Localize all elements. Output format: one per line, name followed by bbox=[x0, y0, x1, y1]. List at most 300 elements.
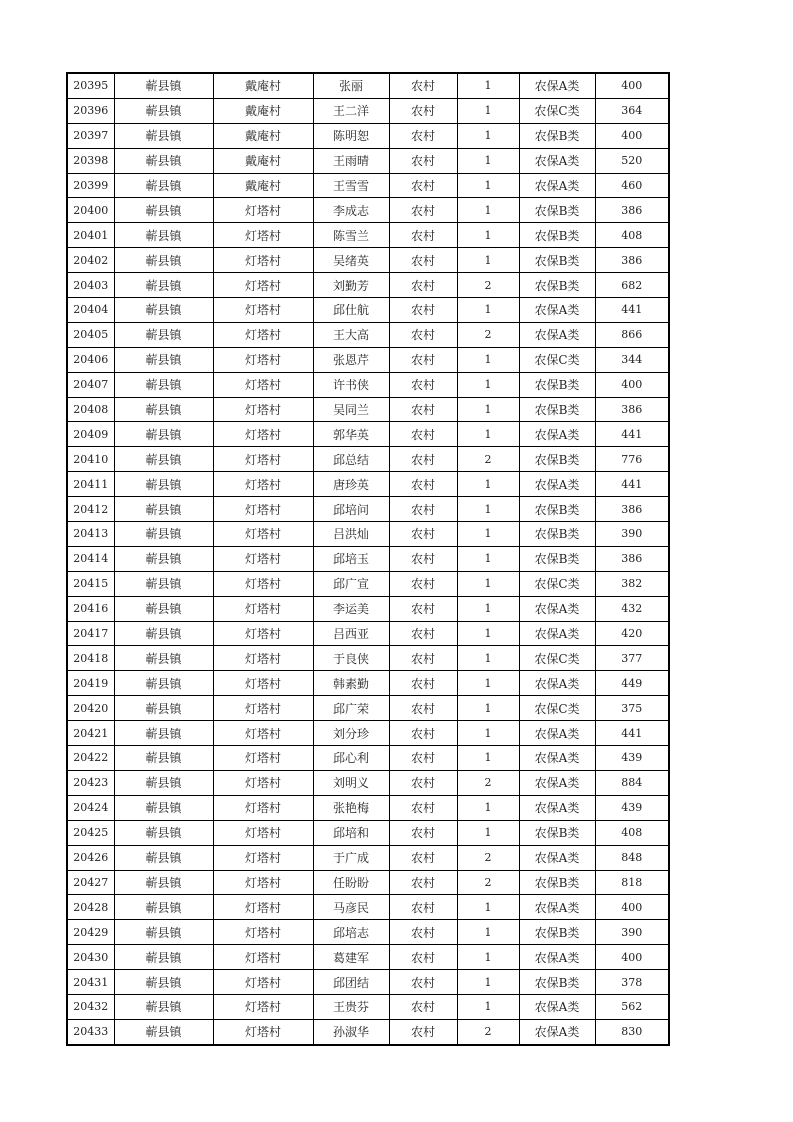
table-row bbox=[67, 895, 669, 920]
member-count-cell: 1 bbox=[457, 372, 519, 397]
member-count-cell: 1 bbox=[457, 646, 519, 671]
amount-cell: 830 bbox=[595, 1019, 669, 1044]
town-cell: 蕲县镇 bbox=[114, 372, 213, 397]
amount-cell: 386 bbox=[595, 546, 669, 571]
village-cell: 灯塔村 bbox=[213, 820, 313, 845]
household-type-cell: 农村 bbox=[389, 422, 457, 447]
amount-cell: 400 bbox=[595, 123, 669, 148]
household-type-cell: 农村 bbox=[389, 546, 457, 571]
table-row bbox=[67, 795, 669, 820]
town-cell: 蕲县镇 bbox=[114, 895, 213, 920]
member-count-cell: 2 bbox=[457, 322, 519, 347]
town-cell: 蕲县镇 bbox=[114, 746, 213, 771]
table-row bbox=[67, 870, 669, 895]
insurance-class-cell: 农保C类 bbox=[519, 571, 595, 596]
table-row bbox=[67, 372, 669, 397]
village-cell: 灯塔村 bbox=[213, 273, 313, 298]
table-row bbox=[67, 970, 669, 995]
household-type-cell: 农村 bbox=[389, 945, 457, 970]
row-id-cell: 20431 bbox=[67, 970, 114, 995]
row-id-cell: 20408 bbox=[67, 397, 114, 422]
town-cell: 蕲县镇 bbox=[114, 522, 213, 547]
person-name-cell: 陈明恕 bbox=[313, 123, 389, 148]
person-name-cell: 任盼盼 bbox=[313, 870, 389, 895]
table-row bbox=[67, 646, 669, 671]
member-count-cell: 1 bbox=[457, 73, 519, 98]
amount-cell: 390 bbox=[595, 522, 669, 547]
row-id-cell: 20406 bbox=[67, 347, 114, 372]
member-count-cell: 1 bbox=[457, 920, 519, 945]
table-row bbox=[67, 422, 669, 447]
amount-cell: 364 bbox=[595, 98, 669, 123]
row-id-cell: 20411 bbox=[67, 472, 114, 497]
household-type-cell: 农村 bbox=[389, 721, 457, 746]
member-count-cell: 2 bbox=[457, 447, 519, 472]
household-type-cell: 农村 bbox=[389, 596, 457, 621]
amount-cell: 386 bbox=[595, 198, 669, 223]
insurance-class-cell: 农保B类 bbox=[519, 372, 595, 397]
town-cell: 蕲县镇 bbox=[114, 447, 213, 472]
insurance-class-cell: 农保C类 bbox=[519, 347, 595, 372]
amount-cell: 420 bbox=[595, 621, 669, 646]
person-name-cell: 王大高 bbox=[313, 322, 389, 347]
table-row bbox=[67, 1019, 669, 1044]
village-cell: 灯塔村 bbox=[213, 347, 313, 372]
household-type-cell: 农村 bbox=[389, 447, 457, 472]
person-name-cell: 邱培和 bbox=[313, 820, 389, 845]
insurance-class-cell: 农保B类 bbox=[519, 497, 595, 522]
row-id-cell: 20399 bbox=[67, 173, 114, 198]
household-type-cell: 农村 bbox=[389, 795, 457, 820]
village-cell: 灯塔村 bbox=[213, 571, 313, 596]
row-id-cell: 20423 bbox=[67, 770, 114, 795]
person-name-cell: 刘勤芳 bbox=[313, 273, 389, 298]
row-id-cell: 20415 bbox=[67, 571, 114, 596]
town-cell: 蕲县镇 bbox=[114, 148, 213, 173]
household-type-cell: 农村 bbox=[389, 646, 457, 671]
table-row bbox=[67, 920, 669, 945]
amount-cell: 400 bbox=[595, 372, 669, 397]
town-cell: 蕲县镇 bbox=[114, 721, 213, 746]
household-type-cell: 农村 bbox=[389, 522, 457, 547]
insurance-class-cell: 农保C类 bbox=[519, 646, 595, 671]
amount-cell: 432 bbox=[595, 596, 669, 621]
member-count-cell: 1 bbox=[457, 123, 519, 148]
village-cell: 灯塔村 bbox=[213, 621, 313, 646]
village-cell: 灯塔村 bbox=[213, 746, 313, 771]
insurance-class-cell: 农保B类 bbox=[519, 248, 595, 273]
town-cell: 蕲县镇 bbox=[114, 322, 213, 347]
member-count-cell: 1 bbox=[457, 173, 519, 198]
member-count-cell: 1 bbox=[457, 945, 519, 970]
insurance-class-cell: 农保A类 bbox=[519, 1019, 595, 1044]
person-name-cell: 邱培志 bbox=[313, 920, 389, 945]
insurance-class-cell: 农保B类 bbox=[519, 198, 595, 223]
town-cell: 蕲县镇 bbox=[114, 820, 213, 845]
member-count-cell: 1 bbox=[457, 472, 519, 497]
insurance-class-cell: 农保A类 bbox=[519, 298, 595, 323]
member-count-cell: 1 bbox=[457, 970, 519, 995]
table-row bbox=[67, 770, 669, 795]
household-type-cell: 农村 bbox=[389, 472, 457, 497]
row-id-cell: 20421 bbox=[67, 721, 114, 746]
member-count-cell: 1 bbox=[457, 671, 519, 696]
town-cell: 蕲县镇 bbox=[114, 173, 213, 198]
insurance-class-cell: 农保B类 bbox=[519, 970, 595, 995]
person-name-cell: 韩素勤 bbox=[313, 671, 389, 696]
row-id-cell: 20429 bbox=[67, 920, 114, 945]
household-type-cell: 农村 bbox=[389, 223, 457, 248]
town-cell: 蕲县镇 bbox=[114, 870, 213, 895]
household-type-cell: 农村 bbox=[389, 696, 457, 721]
village-cell: 灯塔村 bbox=[213, 198, 313, 223]
insurance-class-cell: 农保A类 bbox=[519, 322, 595, 347]
row-id-cell: 20416 bbox=[67, 596, 114, 621]
amount-cell: 520 bbox=[595, 148, 669, 173]
household-type-cell: 农村 bbox=[389, 123, 457, 148]
member-count-cell: 1 bbox=[457, 98, 519, 123]
amount-cell: 848 bbox=[595, 845, 669, 870]
row-id-cell: 20403 bbox=[67, 273, 114, 298]
amount-cell: 441 bbox=[595, 298, 669, 323]
member-count-cell: 1 bbox=[457, 621, 519, 646]
insurance-class-cell: 农保A类 bbox=[519, 472, 595, 497]
person-name-cell: 李运美 bbox=[313, 596, 389, 621]
insurance-class-cell: 农保A类 bbox=[519, 596, 595, 621]
household-type-cell: 农村 bbox=[389, 73, 457, 98]
amount-cell: 378 bbox=[595, 970, 669, 995]
person-name-cell: 邱广宣 bbox=[313, 571, 389, 596]
insurance-class-cell: 农保A类 bbox=[519, 770, 595, 795]
village-cell: 戴庵村 bbox=[213, 148, 313, 173]
table-row bbox=[67, 73, 669, 98]
town-cell: 蕲县镇 bbox=[114, 198, 213, 223]
household-type-cell: 农村 bbox=[389, 273, 457, 298]
town-cell: 蕲县镇 bbox=[114, 571, 213, 596]
person-name-cell: 吴绪英 bbox=[313, 248, 389, 273]
insurance-class-cell: 农保A类 bbox=[519, 671, 595, 696]
benefit-table bbox=[66, 72, 670, 1046]
household-type-cell: 农村 bbox=[389, 870, 457, 895]
household-type-cell: 农村 bbox=[389, 845, 457, 870]
household-type-cell: 农村 bbox=[389, 322, 457, 347]
amount-cell: 390 bbox=[595, 920, 669, 945]
household-type-cell: 农村 bbox=[389, 970, 457, 995]
row-id-cell: 20397 bbox=[67, 123, 114, 148]
amount-cell: 400 bbox=[595, 73, 669, 98]
insurance-class-cell: 农保B类 bbox=[519, 223, 595, 248]
village-cell: 灯塔村 bbox=[213, 422, 313, 447]
person-name-cell: 于良侠 bbox=[313, 646, 389, 671]
member-count-cell: 1 bbox=[457, 795, 519, 820]
row-id-cell: 20433 bbox=[67, 1019, 114, 1044]
household-type-cell: 农村 bbox=[389, 820, 457, 845]
table-row bbox=[67, 397, 669, 422]
town-cell: 蕲县镇 bbox=[114, 795, 213, 820]
amount-cell: 884 bbox=[595, 770, 669, 795]
village-cell: 灯塔村 bbox=[213, 770, 313, 795]
village-cell: 灯塔村 bbox=[213, 248, 313, 273]
amount-cell: 562 bbox=[595, 994, 669, 1019]
insurance-class-cell: 农保B类 bbox=[519, 920, 595, 945]
person-name-cell: 刘分珍 bbox=[313, 721, 389, 746]
row-id-cell: 20402 bbox=[67, 248, 114, 273]
table-row bbox=[67, 671, 669, 696]
town-cell: 蕲县镇 bbox=[114, 1019, 213, 1044]
row-id-cell: 20412 bbox=[67, 497, 114, 522]
row-id-cell: 20413 bbox=[67, 522, 114, 547]
town-cell: 蕲县镇 bbox=[114, 994, 213, 1019]
member-count-cell: 1 bbox=[457, 696, 519, 721]
insurance-class-cell: 农保A类 bbox=[519, 945, 595, 970]
household-type-cell: 农村 bbox=[389, 248, 457, 273]
row-id-cell: 20418 bbox=[67, 646, 114, 671]
person-name-cell: 张恩芹 bbox=[313, 347, 389, 372]
row-id-cell: 20430 bbox=[67, 945, 114, 970]
household-type-cell: 农村 bbox=[389, 173, 457, 198]
table-row bbox=[67, 347, 669, 372]
town-cell: 蕲县镇 bbox=[114, 422, 213, 447]
member-count-cell: 1 bbox=[457, 223, 519, 248]
row-id-cell: 20404 bbox=[67, 298, 114, 323]
row-id-cell: 20426 bbox=[67, 845, 114, 870]
village-cell: 灯塔村 bbox=[213, 223, 313, 248]
person-name-cell: 李成志 bbox=[313, 198, 389, 223]
row-id-cell: 20414 bbox=[67, 546, 114, 571]
insurance-class-cell: 农保A类 bbox=[519, 994, 595, 1019]
row-id-cell: 20422 bbox=[67, 746, 114, 771]
member-count-cell: 1 bbox=[457, 397, 519, 422]
town-cell: 蕲县镇 bbox=[114, 248, 213, 273]
amount-cell: 441 bbox=[595, 472, 669, 497]
amount-cell: 400 bbox=[595, 945, 669, 970]
insurance-class-cell: 农保A类 bbox=[519, 173, 595, 198]
member-count-cell: 1 bbox=[457, 347, 519, 372]
member-count-cell: 1 bbox=[457, 422, 519, 447]
member-count-cell: 1 bbox=[457, 546, 519, 571]
amount-cell: 439 bbox=[595, 795, 669, 820]
person-name-cell: 王贵芬 bbox=[313, 994, 389, 1019]
town-cell: 蕲县镇 bbox=[114, 497, 213, 522]
table-row bbox=[67, 820, 669, 845]
member-count-cell: 1 bbox=[457, 746, 519, 771]
household-type-cell: 农村 bbox=[389, 994, 457, 1019]
person-name-cell: 于广成 bbox=[313, 845, 389, 870]
village-cell: 灯塔村 bbox=[213, 895, 313, 920]
table-row bbox=[67, 298, 669, 323]
village-cell: 灯塔村 bbox=[213, 870, 313, 895]
amount-cell: 375 bbox=[595, 696, 669, 721]
insurance-class-cell: 农保B类 bbox=[519, 820, 595, 845]
town-cell: 蕲县镇 bbox=[114, 596, 213, 621]
amount-cell: 386 bbox=[595, 248, 669, 273]
table-row bbox=[67, 223, 669, 248]
village-cell: 灯塔村 bbox=[213, 447, 313, 472]
member-count-cell: 1 bbox=[457, 248, 519, 273]
table-row bbox=[67, 546, 669, 571]
household-type-cell: 农村 bbox=[389, 372, 457, 397]
amount-cell: 776 bbox=[595, 447, 669, 472]
household-type-cell: 农村 bbox=[389, 397, 457, 422]
village-cell: 灯塔村 bbox=[213, 397, 313, 422]
table-row bbox=[67, 322, 669, 347]
person-name-cell: 邱培玉 bbox=[313, 546, 389, 571]
table-row bbox=[67, 148, 669, 173]
village-cell: 灯塔村 bbox=[213, 845, 313, 870]
table-row bbox=[67, 994, 669, 1019]
household-type-cell: 农村 bbox=[389, 198, 457, 223]
amount-cell: 866 bbox=[595, 322, 669, 347]
insurance-class-cell: 农保A类 bbox=[519, 746, 595, 771]
person-name-cell: 吕洪灿 bbox=[313, 522, 389, 547]
insurance-class-cell: 农保B类 bbox=[519, 397, 595, 422]
amount-cell: 818 bbox=[595, 870, 669, 895]
row-id-cell: 20417 bbox=[67, 621, 114, 646]
amount-cell: 377 bbox=[595, 646, 669, 671]
row-id-cell: 20427 bbox=[67, 870, 114, 895]
table-row bbox=[67, 273, 669, 298]
table-row bbox=[67, 497, 669, 522]
table-row bbox=[67, 696, 669, 721]
household-type-cell: 农村 bbox=[389, 895, 457, 920]
table-row bbox=[67, 721, 669, 746]
town-cell: 蕲县镇 bbox=[114, 621, 213, 646]
insurance-class-cell: 农保A类 bbox=[519, 73, 595, 98]
member-count-cell: 2 bbox=[457, 1019, 519, 1044]
row-id-cell: 20425 bbox=[67, 820, 114, 845]
village-cell: 灯塔村 bbox=[213, 696, 313, 721]
amount-cell: 460 bbox=[595, 173, 669, 198]
person-name-cell: 王二洋 bbox=[313, 98, 389, 123]
insurance-class-cell: 农保B类 bbox=[519, 447, 595, 472]
village-cell: 灯塔村 bbox=[213, 497, 313, 522]
row-id-cell: 20395 bbox=[67, 73, 114, 98]
village-cell: 灯塔村 bbox=[213, 546, 313, 571]
table-row bbox=[67, 746, 669, 771]
household-type-cell: 农村 bbox=[389, 347, 457, 372]
row-id-cell: 20405 bbox=[67, 322, 114, 347]
household-type-cell: 农村 bbox=[389, 571, 457, 596]
table-row bbox=[67, 571, 669, 596]
village-cell: 灯塔村 bbox=[213, 970, 313, 995]
row-id-cell: 20419 bbox=[67, 671, 114, 696]
amount-cell: 382 bbox=[595, 571, 669, 596]
person-name-cell: 孙淑华 bbox=[313, 1019, 389, 1044]
town-cell: 蕲县镇 bbox=[114, 347, 213, 372]
household-type-cell: 农村 bbox=[389, 621, 457, 646]
town-cell: 蕲县镇 bbox=[114, 696, 213, 721]
insurance-class-cell: 农保A类 bbox=[519, 895, 595, 920]
member-count-cell: 1 bbox=[457, 820, 519, 845]
person-name-cell: 许书侠 bbox=[313, 372, 389, 397]
person-name-cell: 唐珍英 bbox=[313, 472, 389, 497]
member-count-cell: 1 bbox=[457, 596, 519, 621]
amount-cell: 441 bbox=[595, 721, 669, 746]
household-type-cell: 农村 bbox=[389, 1019, 457, 1044]
person-name-cell: 邱心利 bbox=[313, 746, 389, 771]
village-cell: 灯塔村 bbox=[213, 372, 313, 397]
table-row bbox=[67, 472, 669, 497]
table-row bbox=[67, 945, 669, 970]
person-name-cell: 邱培问 bbox=[313, 497, 389, 522]
person-name-cell: 邱总结 bbox=[313, 447, 389, 472]
person-name-cell: 王雪雪 bbox=[313, 173, 389, 198]
member-count-cell: 2 bbox=[457, 273, 519, 298]
amount-cell: 439 bbox=[595, 746, 669, 771]
household-type-cell: 农村 bbox=[389, 671, 457, 696]
household-type-cell: 农村 bbox=[389, 770, 457, 795]
person-name-cell: 张艳梅 bbox=[313, 795, 389, 820]
town-cell: 蕲县镇 bbox=[114, 770, 213, 795]
village-cell: 灯塔村 bbox=[213, 646, 313, 671]
amount-cell: 400 bbox=[595, 895, 669, 920]
town-cell: 蕲县镇 bbox=[114, 123, 213, 148]
table-row bbox=[67, 173, 669, 198]
member-count-cell: 1 bbox=[457, 571, 519, 596]
town-cell: 蕲县镇 bbox=[114, 73, 213, 98]
member-count-cell: 1 bbox=[457, 522, 519, 547]
household-type-cell: 农村 bbox=[389, 497, 457, 522]
table-row bbox=[67, 248, 669, 273]
village-cell: 灯塔村 bbox=[213, 721, 313, 746]
town-cell: 蕲县镇 bbox=[114, 920, 213, 945]
row-id-cell: 20398 bbox=[67, 148, 114, 173]
row-id-cell: 20409 bbox=[67, 422, 114, 447]
member-count-cell: 1 bbox=[457, 895, 519, 920]
person-name-cell: 陈雪兰 bbox=[313, 223, 389, 248]
household-type-cell: 农村 bbox=[389, 920, 457, 945]
row-id-cell: 20428 bbox=[67, 895, 114, 920]
village-cell: 戴庵村 bbox=[213, 173, 313, 198]
table-row bbox=[67, 198, 669, 223]
person-name-cell: 郭华英 bbox=[313, 422, 389, 447]
amount-cell: 386 bbox=[595, 497, 669, 522]
insurance-class-cell: 农保C类 bbox=[519, 98, 595, 123]
village-cell: 灯塔村 bbox=[213, 522, 313, 547]
amount-cell: 386 bbox=[595, 397, 669, 422]
table-row bbox=[67, 845, 669, 870]
town-cell: 蕲县镇 bbox=[114, 845, 213, 870]
household-type-cell: 农村 bbox=[389, 746, 457, 771]
town-cell: 蕲县镇 bbox=[114, 273, 213, 298]
member-count-cell: 1 bbox=[457, 721, 519, 746]
insurance-class-cell: 农保C类 bbox=[519, 696, 595, 721]
table-row bbox=[67, 621, 669, 646]
insurance-class-cell: 农保B类 bbox=[519, 273, 595, 298]
insurance-class-cell: 农保B类 bbox=[519, 522, 595, 547]
insurance-class-cell: 农保A类 bbox=[519, 422, 595, 447]
village-cell: 灯塔村 bbox=[213, 994, 313, 1019]
person-name-cell: 邱广荣 bbox=[313, 696, 389, 721]
row-id-cell: 20420 bbox=[67, 696, 114, 721]
village-cell: 灯塔村 bbox=[213, 596, 313, 621]
insurance-class-cell: 农保A类 bbox=[519, 721, 595, 746]
village-cell: 灯塔村 bbox=[213, 945, 313, 970]
person-name-cell: 张丽 bbox=[313, 73, 389, 98]
person-name-cell: 吕西亚 bbox=[313, 621, 389, 646]
insurance-class-cell: 农保A类 bbox=[519, 845, 595, 870]
person-name-cell: 刘明义 bbox=[313, 770, 389, 795]
insurance-class-cell: 农保B类 bbox=[519, 123, 595, 148]
member-count-cell: 1 bbox=[457, 298, 519, 323]
row-id-cell: 20424 bbox=[67, 795, 114, 820]
row-id-cell: 20432 bbox=[67, 994, 114, 1019]
person-name-cell: 邱仕航 bbox=[313, 298, 389, 323]
village-cell: 戴庵村 bbox=[213, 98, 313, 123]
person-name-cell: 马彦民 bbox=[313, 895, 389, 920]
table-row bbox=[67, 123, 669, 148]
village-cell: 戴庵村 bbox=[213, 73, 313, 98]
